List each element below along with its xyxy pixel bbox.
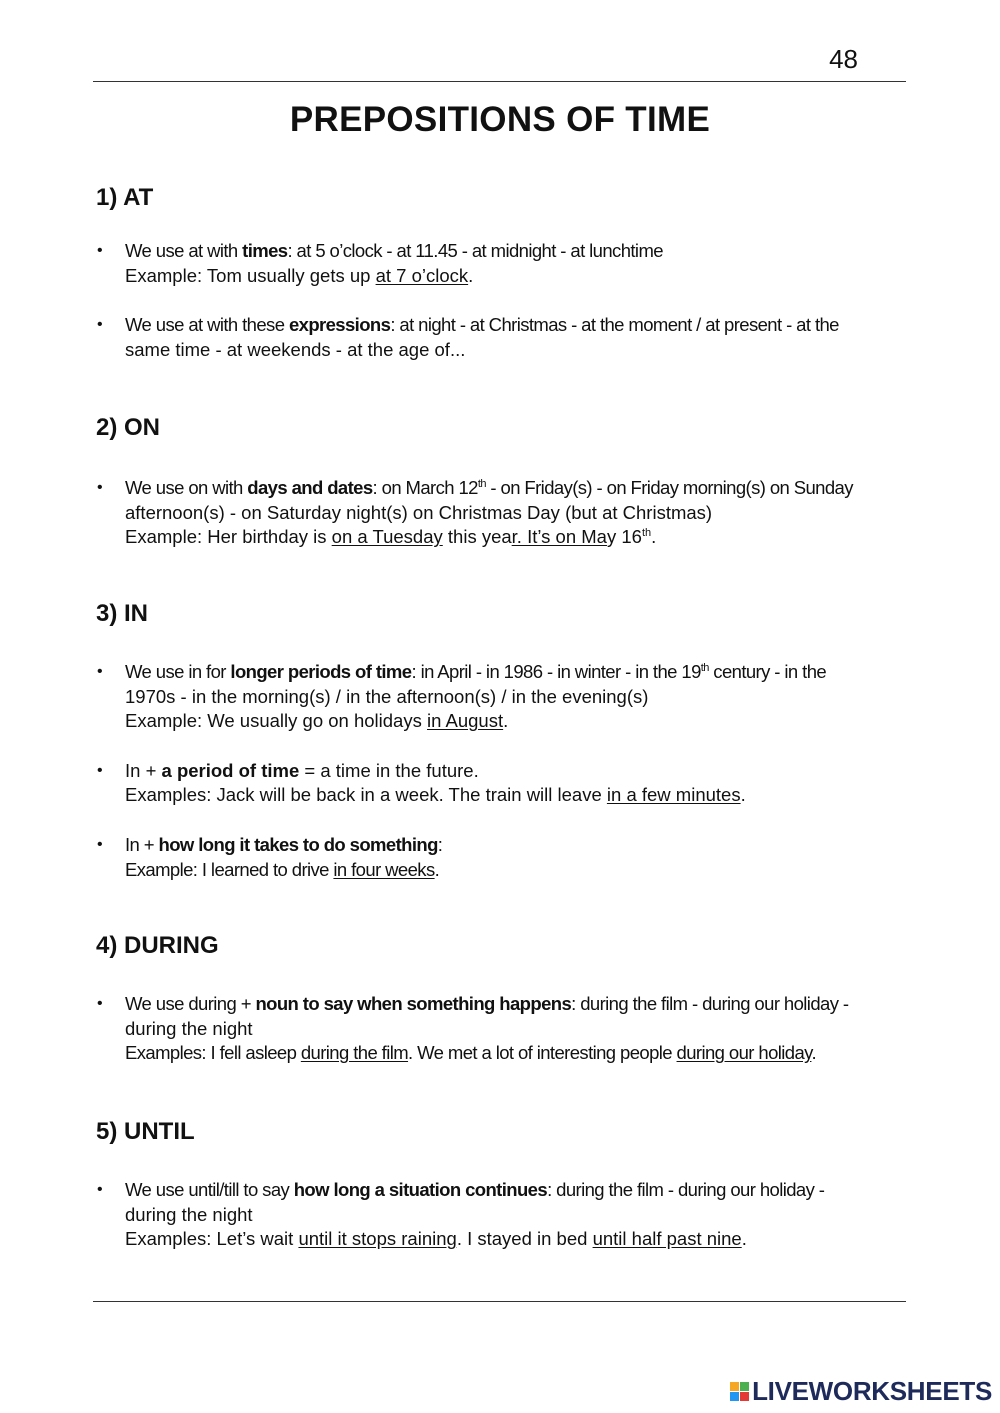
page-number: 48 xyxy=(829,44,858,74)
list-item: • We use at with these expressions: at night - at Christmas - at the moment / at present - at the same time - at weekends - at the age of... xyxy=(96,313,906,362)
list-item: • We use at with times: at 5 o’clock - at 11.45 - at midnight - at lunchtime Example: Tom usually gets up at 7 o’clock. xyxy=(96,239,906,288)
section-heading-at: 1) AT xyxy=(96,184,154,211)
section-heading-during: 4) DURING xyxy=(96,932,219,959)
section-until xyxy=(96,1118,906,1252)
section-at xyxy=(96,184,906,362)
list-item: • We use in for longer periods of time: in April - in 1986 - in winter - in the 19th century - in the 1970s - in the morning(s) / in the afternoon(s) / in the evening(s) Example: We usually go on holidays in August. xyxy=(96,660,906,734)
liveworksheets-logo-text: LIVEWORKSHEETS xyxy=(752,1376,992,1406)
section-heading-until: 5) UNTIL xyxy=(96,1118,195,1145)
list-item: • We use during + noun to say when something happens: during the film - during our holiday - during the night Examples: I fell asleep during the film. We met a lot of interesting people during our holiday. xyxy=(96,992,906,1066)
list-item: • We use until/till to say how long a situation continues: during the film - during our holiday - during the night Examples: Let’s wait until it stops raining. I stayed in bed until half past nine. xyxy=(96,1178,906,1252)
section-during xyxy=(96,932,906,1066)
header-rule xyxy=(93,81,906,82)
list-item: • In + a period of time = a time in the future. Examples: Jack will be back in a week. The train will leave in a few minutes. xyxy=(96,759,906,808)
liveworksheets-logo[interactable] xyxy=(730,1376,992,1407)
list-item: • We use on with days and dates: on March 12th - on Friday(s) - on Friday morning(s) on Sunday afternoon(s) - on Saturday night(s) on Christmas Day (but at Christmas) Example: Her birthday is on a Tuesday this year. It’s on May 16th. xyxy=(96,476,906,550)
section-heading-on: 2) ON xyxy=(96,414,161,441)
section-in xyxy=(96,600,906,882)
section-on xyxy=(96,414,906,550)
liveworksheets-logo-icon xyxy=(730,1382,749,1401)
list-item: • In + how long it takes to do something: Example: I learned to drive in four weeks. xyxy=(96,833,906,882)
section-heading-in: 3) IN xyxy=(96,600,149,627)
footer-rule xyxy=(93,1301,906,1302)
page-title: PREPOSITIONS OF TIME xyxy=(289,100,711,139)
